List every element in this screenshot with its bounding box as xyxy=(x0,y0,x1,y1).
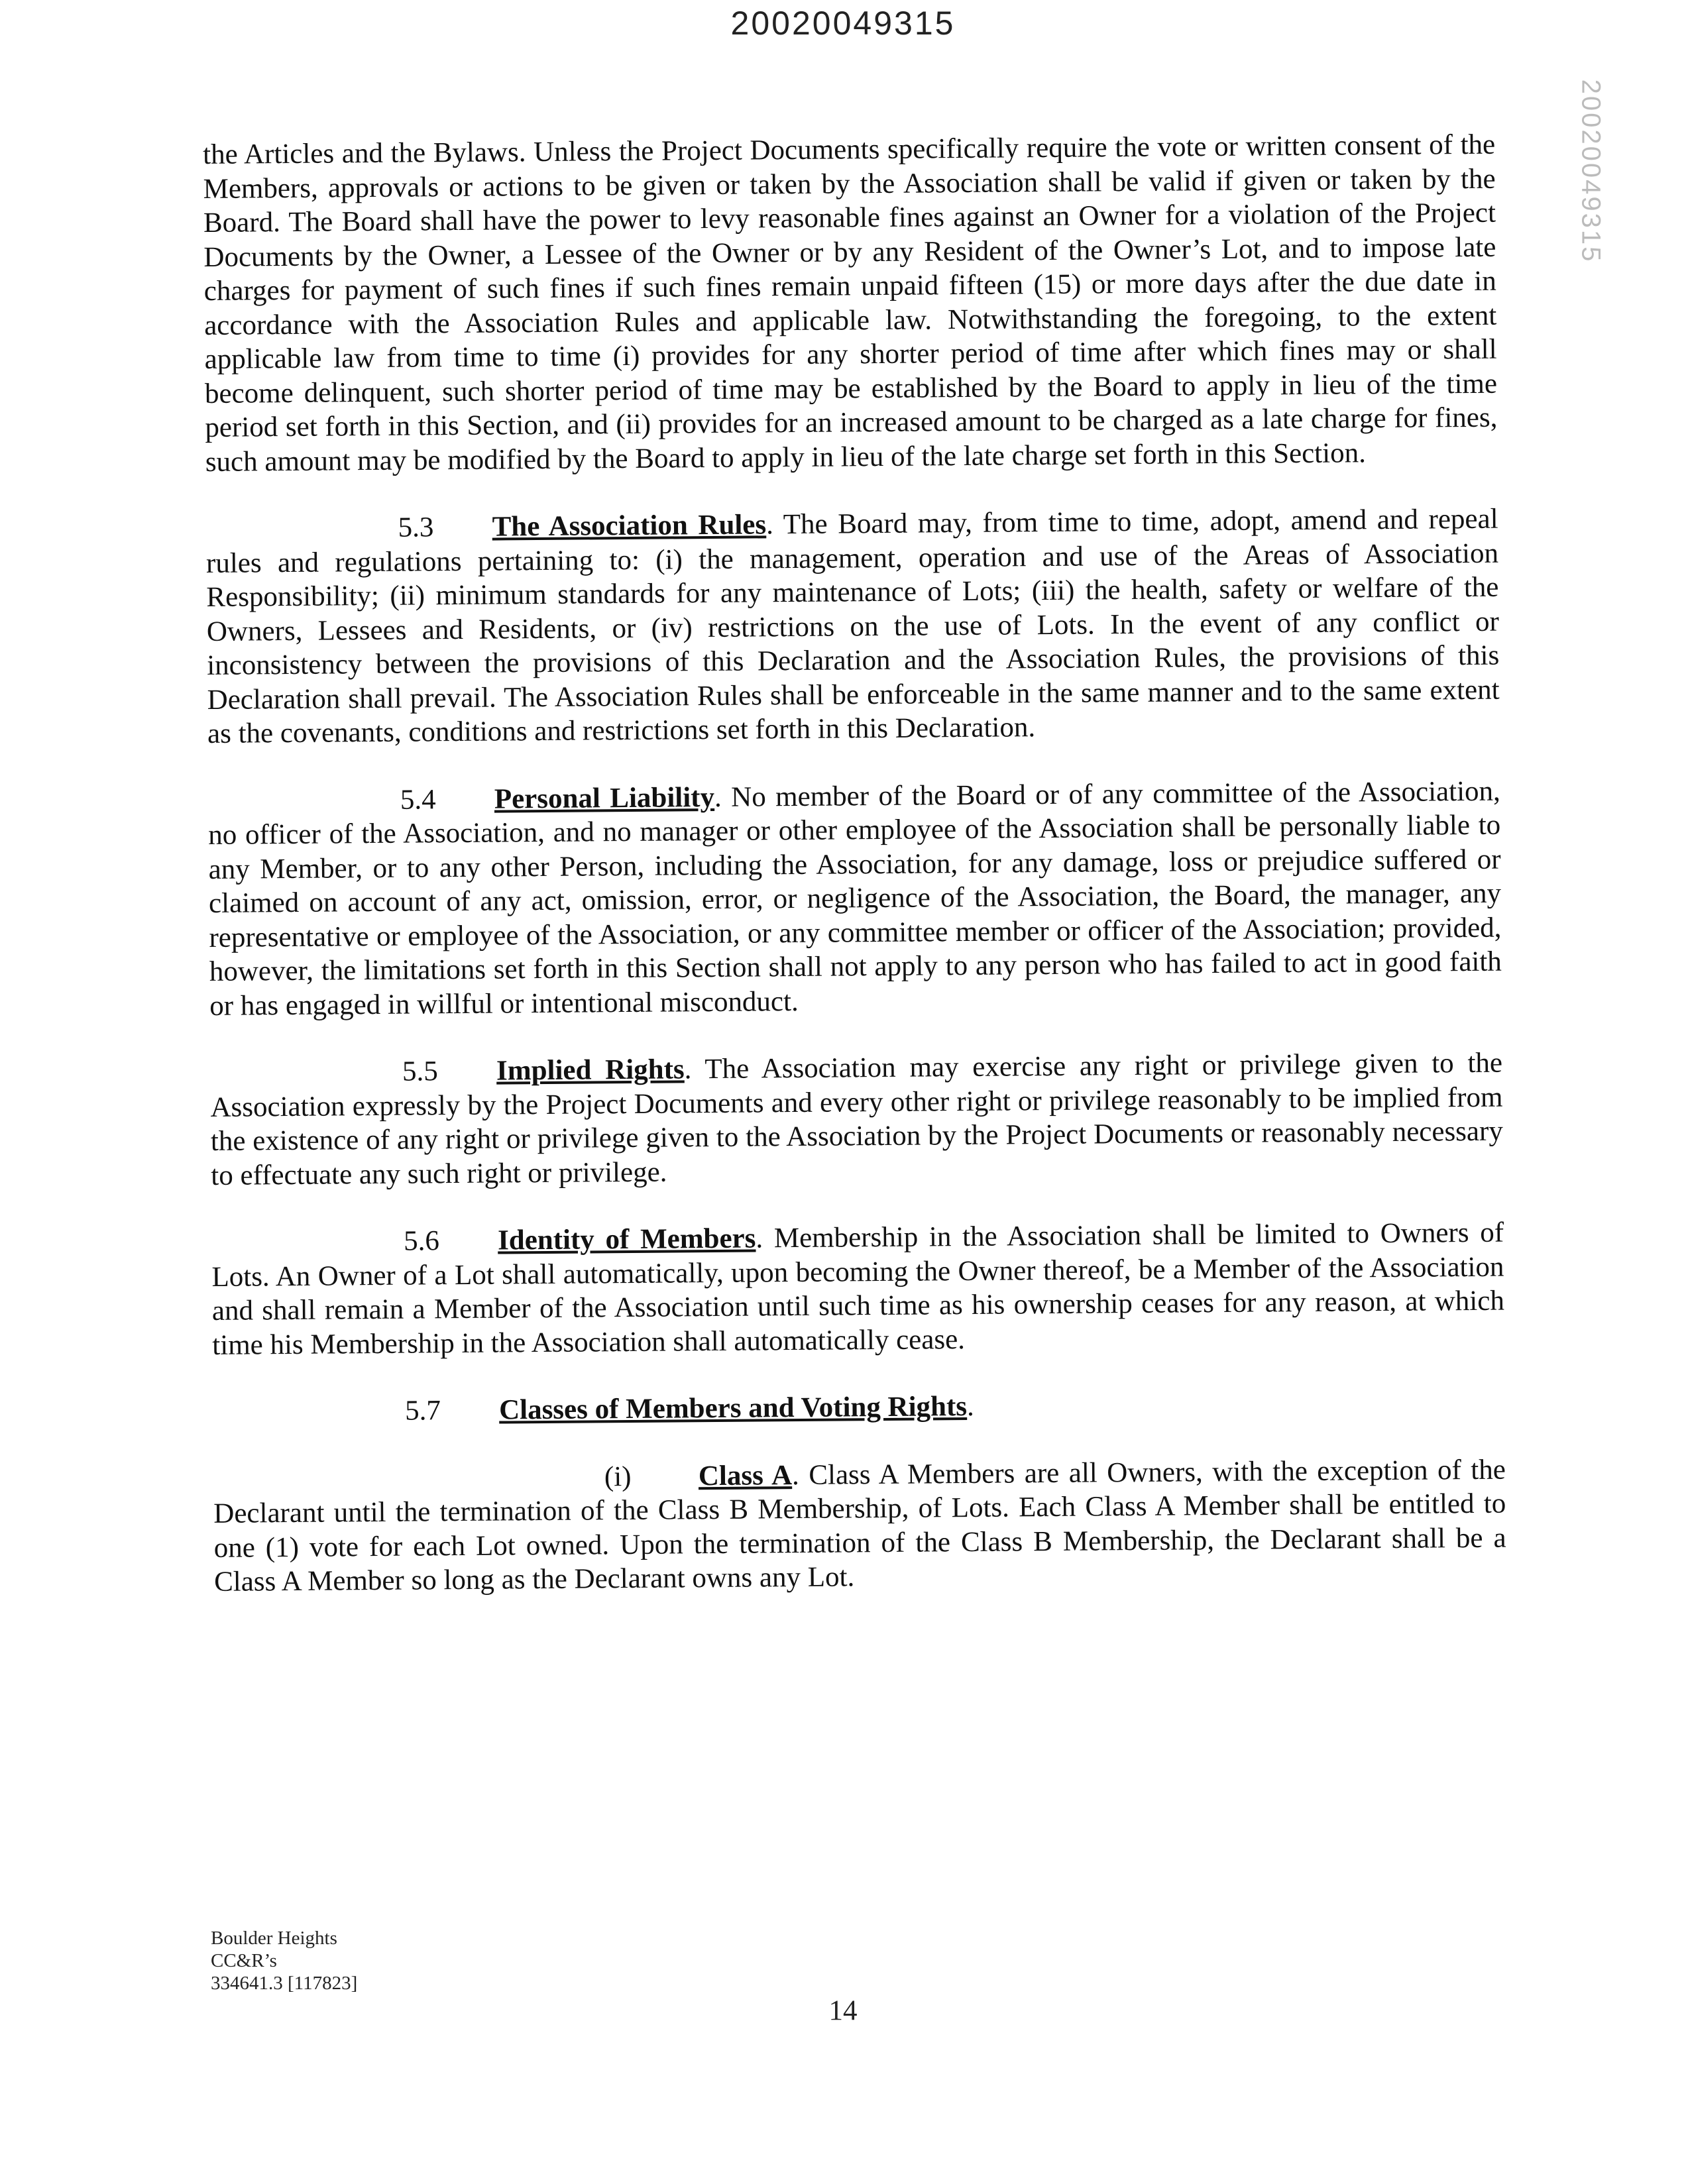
section-number: 5.5 xyxy=(402,1056,439,1087)
section-5-3: 5.3 The Association Rules. The Board may, from time to time, adopt, amend and repeal rules and regulations pertaining to: (i) the management, operation and use of the Areas of Association Responsibility; (ii) minimum standards for any maintenance of Lots; (iii) the health, safety or welfare of the Owners, Lessees and Residents, or (iv) restrictions on the use of Lots. In the event of any conflict or inconsistency between the provisions of this Declaration and the Association Rules, the provisions of this Declaration shall prevail. The Association Rules shall be enforceable in the same manner and to the same extent as the covenants, conditions and restrictions set forth in this Declaration. xyxy=(205,503,1500,749)
section-heading: Implied Rights xyxy=(496,1054,685,1087)
page-number: 14 xyxy=(828,1995,858,2026)
section-number: 5.3 xyxy=(398,512,434,543)
section-number: 5.6 xyxy=(403,1225,440,1257)
section-heading: Classes of Members and Voting Rights xyxy=(498,1391,968,1426)
footer-doc-type: CC&R’s xyxy=(211,1950,277,1971)
section-heading: Personal Liability xyxy=(494,781,715,815)
section-5-5: 5.5 Implied Rights. The Association may exercise any right or privilege given to the Association expressly by the Project Documents and every other right or privilege reasonably to be implied from the existence of any right or privilege given to the Association by the Project Documents or reasonably necessary to effectuate any such right or privilege. xyxy=(210,1047,1504,1191)
section-text: The Board may, from time to time, adopt, amend and repeal rules and regulations pertaining to: (i) the management, operation and use of the Areas of Association Responsibility; (ii) minimum standards for any maintenance of Lots; (iii) the health, safety or welfare of the Owners, Lessees and Residents, or (iv) restrictions on the use of Lots. In the event of any conflict or inconsistency between the provisions of this Declaration and the Association Rules, the provisions of this Declaration shall prevail. The Association Rules shall be enforceable in the same manner and to the same extent as the covenants, conditions and restrictions set forth in this Declaration. xyxy=(205,503,1500,749)
footer-reference xyxy=(211,1927,357,1994)
section-text: Membership in the Association shall be limited to Owners of Lots. An Owner of a Lot shall automatically, upon becoming the Owner thereof, be a Member of the Association and shall remain a Member of the Association until such time as his ownership ceases for any reason, at which time his Membership in the Association shall automatically cease. xyxy=(211,1217,1505,1361)
section-heading: The Association Rules xyxy=(492,509,767,543)
section-5-7: 5.7 Classes of Members and Voting Rights. xyxy=(213,1386,1505,1430)
section-text: No member of the Board or of any committee of the Association, no officer of the Association, and no manager or other employee of the Association shall be personally liable to any Member, or to any other Person, including the Association, for any damage, loss or prejudice suffered or claimed on account of any act, omission, error, or negligence of the Association, the Board, the manager, any representative or employee of the Association, or any committee member or officer of the Association; provided, however, the limitations set forth in this Section shall not apply to any person who has failed to act in good faith or has engaged in willful or intentional misconduct. xyxy=(208,775,1502,1022)
section-text: The Association may exercise any right or privilege given to the Association expressly by the Project Documents and every other right or privilege reasonably to be implied from the existence of any right or privilege given to the Association by the Project Documents or reasonably necessary to effectuate any such right or privilege. xyxy=(210,1047,1504,1191)
section-heading: Identity of Members xyxy=(497,1223,756,1256)
paragraph-continuation: the Articles and the Bylaws. Unless the Project Documents specifically require the vote or written consent of the Members, approvals or actions to be given or taken by the Association shall be valid if given or taken by the Board. The Board shall have the power to levy reasonable fines against an Owner for a violation of the Project Documents by the Owner, a Lessee of the Owner or by any Resident of the Owner’s Lot, and to impose late charges for payment of such fines if such fines remain unpaid fifteen (15) or more days after the due date in accordance with the Association Rules and applicable law. Notwithstanding the foregoing, to the extent applicable law from time to time (i) provides for any shorter period of time after which fines may or shall become delinquent, such shorter period of time may be established by the Board to apply in lieu of the time period set forth in this Section, and (ii) provides for an increased amount to be charged as a late charge for fines, such amount may be modified by the Board to apply in lieu of the late charge set forth in this Section. xyxy=(203,129,1498,478)
recording-number: 20020049315 xyxy=(730,5,956,42)
document-body xyxy=(203,128,1507,1633)
section-number: 5.4 xyxy=(400,783,436,816)
side-stamp-text: 20020049315 xyxy=(1576,79,1606,263)
section-5-6: 5.6 Identity of Members. Membership in the Association shall be limited to Owners of Lots. An Owner of a Lot shall automatically, upon becoming the Owner thereof, be a Member of the Association and shall remain a Member of the Association until such time as his ownership ceases for any reason, at which time his Membership in the Association shall automatically cease. xyxy=(211,1217,1505,1361)
subsection-text: Class A Members are all Owners, with the exception of the Declarant until the termination of the Class B Membership, of Lots. Each Class A Member shall be entitled to one (1) vote for each Lot owned. Upon the termination of the Class B Membership, the Declarant shall be a Class A Member so long as the Declarant owns any Lot. xyxy=(213,1454,1506,1598)
subsection-heading: Class A xyxy=(698,1459,793,1492)
subsection-5-7-i: (i) Class A. Class A Members are all Owners, with the exception of the Declarant until the termination of the Class B Membership, of Lots. Each Class A Member shall be entitled to one (1) vote for each Lot owned. Upon the termination of the Class B Membership, the Declarant shall be a Class A Member so long as the Declarant owns any Lot. xyxy=(213,1454,1506,1598)
side-recording-stamp xyxy=(1571,79,1610,263)
footer-project-name: Boulder Heights xyxy=(211,1928,337,1949)
section-number: 5.7 xyxy=(404,1395,441,1427)
subsection-number: (i) xyxy=(604,1460,632,1492)
section-5-4: 5.4 Personal Liability. No member of the Board or of any committee of the Association, no officer of the Association, and no manager or other employee of the Association shall be personally liable to any Member, or to any other Person, including the Association, for any damage, loss or prejudice suffered or claimed on account of any act, omission, error, or negligence of the Association, the Board, the manager, any representative or employee of the Association, or any committee member or officer of the Association; provided, however, the limitations set forth in this Section shall not apply to any person who has failed to act in good faith or has engaged in willful or intentional misconduct. xyxy=(208,775,1502,1022)
footer-file-ref: 334641.3 [117823] xyxy=(211,1973,358,1994)
